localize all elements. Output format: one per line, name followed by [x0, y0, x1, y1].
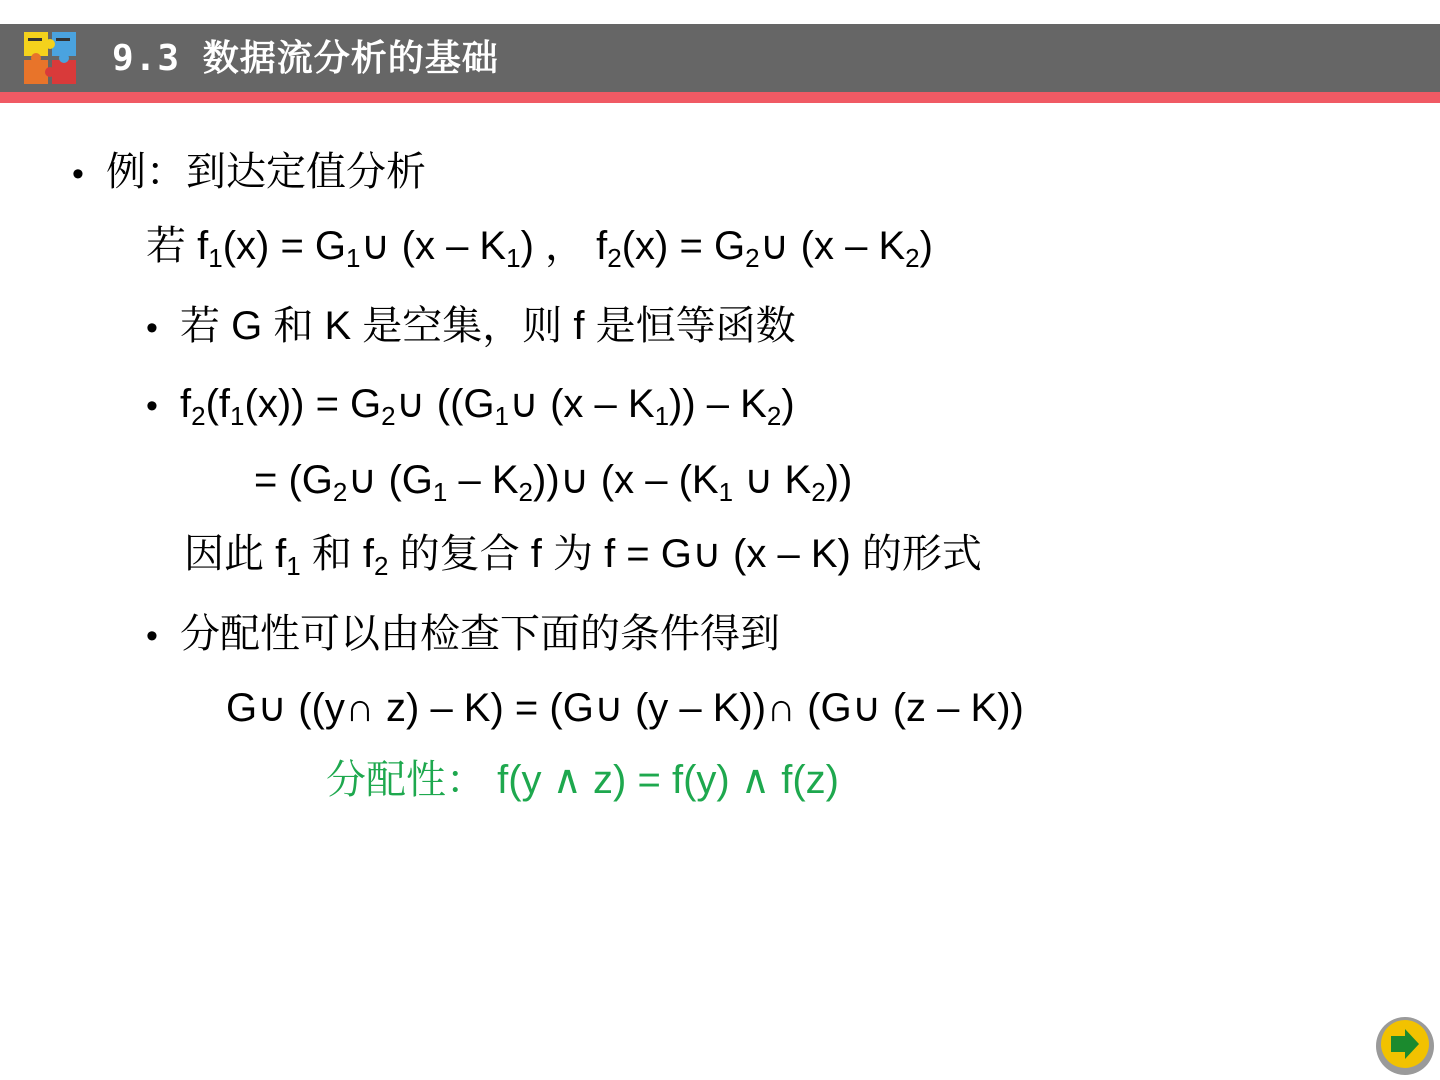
- union-symbol: ∪: [257, 686, 287, 730]
- subscript: 2: [332, 477, 348, 507]
- bullet-dot: •: [146, 309, 158, 347]
- union-symbol: ∪: [509, 382, 539, 426]
- subscript: 2: [374, 551, 389, 581]
- formula-part: 和 f: [300, 532, 375, 576]
- bullet-item-composition: [146, 378, 795, 432]
- formula-part: (f: [205, 382, 231, 426]
- union-symbol: ∪: [692, 532, 722, 576]
- next-slide-button[interactable]: [1376, 1017, 1434, 1075]
- formula-part: (x – K: [390, 224, 507, 268]
- formula-part: ): [919, 224, 933, 268]
- intersection-symbol: ∩: [766, 686, 796, 730]
- distributivity-condition: [226, 682, 1024, 734]
- bullet-item-distributivity: [146, 608, 780, 662]
- puzzle-logo-icon: [22, 30, 78, 86]
- formula-part: (y – K)): [623, 686, 767, 730]
- formula-part: ) ， f: [520, 224, 608, 268]
- bullet-dot: •: [72, 155, 84, 193]
- union-symbol: ∪: [560, 458, 590, 502]
- slide-title: 9.3 数据流分析的基础: [112, 38, 499, 79]
- intersection-symbol: ∩: [345, 686, 375, 730]
- subscript: 2: [766, 401, 782, 431]
- next-arrow-icon: [1381, 1020, 1429, 1068]
- subscript: 2: [381, 401, 396, 431]
- subscript: 1: [346, 243, 361, 273]
- formula-part: (x – K: [789, 224, 906, 268]
- subscript: 2: [607, 243, 622, 273]
- union-symbol: ∪: [851, 686, 882, 730]
- union-symbol: ∪: [396, 382, 426, 426]
- formula-part: (x – K: [538, 382, 655, 426]
- formula-part: ((G: [425, 382, 495, 426]
- formula-part: ): [781, 382, 795, 426]
- formula-part: )): [825, 458, 853, 502]
- union-symbol: ∪: [347, 458, 378, 502]
- subscript: 1: [654, 401, 670, 431]
- formula-part: )) – K: [669, 382, 767, 426]
- formula-part: (x)) = G: [244, 382, 382, 426]
- subscript: 2: [518, 477, 534, 507]
- formula-part: (x – (K: [589, 458, 719, 502]
- bullet-item-example: [72, 146, 426, 200]
- distributivity-formula: 分配性： f(y ∧ z) = f(y) ∧ f(z): [326, 758, 839, 802]
- bullet-dot: •: [146, 387, 158, 425]
- formula-part: = (G: [254, 458, 333, 502]
- formula-part: (x) = G: [621, 224, 746, 268]
- subscript: 1: [286, 551, 301, 581]
- formula-part: – K: [447, 458, 519, 502]
- subscript: 2: [191, 401, 206, 431]
- union-symbol: ∪: [759, 224, 790, 268]
- subscript: 1: [506, 243, 521, 273]
- formula-part: (G: [796, 686, 852, 730]
- composition-result: [254, 454, 852, 506]
- union-symbol: ∪: [360, 224, 391, 268]
- formula-part: 因此 f: [184, 532, 287, 576]
- distributivity-statement: 分配性可以由检查下面的条件得到: [180, 612, 780, 656]
- formula-part: 的复合 f 为 f = G: [388, 532, 692, 576]
- subscript: 1: [432, 477, 448, 507]
- formula-part: ((y: [287, 686, 345, 730]
- bullet-item-identity: [146, 300, 796, 354]
- formula-part: z) – K) = (G: [374, 686, 594, 730]
- identity-statement: 若 G 和 K 是空集，则 f 是恒等函数: [180, 304, 796, 348]
- formula-part: (x) = G: [222, 224, 347, 268]
- composition-conclusion: [184, 528, 982, 580]
- subscript: 1: [230, 401, 245, 431]
- subscript: 2: [811, 477, 826, 507]
- formula-part: f: [180, 382, 192, 426]
- next-button-face: [1381, 1020, 1429, 1068]
- formula-part: 若 f: [146, 224, 209, 268]
- formula-part: )): [533, 458, 560, 502]
- formula-part: (x – K) 的形式: [721, 532, 982, 576]
- header-divider: [0, 92, 1440, 103]
- subscript: 1: [718, 477, 734, 507]
- transfer-function-definition: [146, 220, 933, 272]
- bullet-dot: •: [146, 617, 158, 655]
- formula-part: ∪ K: [733, 458, 812, 502]
- formula-part: G: [226, 686, 258, 730]
- subscript: 2: [745, 243, 760, 273]
- subscript: 1: [494, 401, 509, 431]
- union-symbol: ∪: [594, 686, 624, 730]
- subscript: 2: [905, 243, 920, 273]
- formula-part: (z – K)): [881, 686, 1024, 730]
- formula-part: (G: [377, 458, 433, 502]
- subscript: 1: [208, 243, 223, 273]
- example-heading: 例：到达定值分析: [106, 150, 426, 194]
